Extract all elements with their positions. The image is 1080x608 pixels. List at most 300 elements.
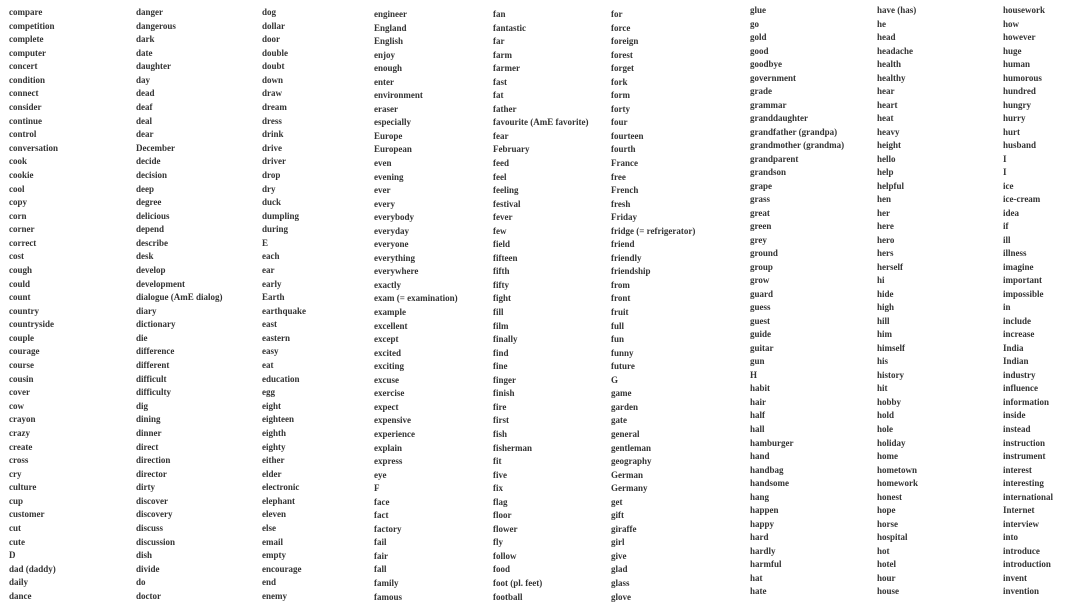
vocabulary-word: discovery bbox=[136, 509, 173, 520]
vocabulary-word: hi bbox=[877, 275, 885, 286]
vocabulary-word: hers bbox=[877, 248, 894, 259]
vocabulary-word: Indian bbox=[1003, 356, 1029, 367]
vocabulary-word: explain bbox=[374, 442, 403, 453]
vocabulary-word: heat bbox=[877, 113, 894, 124]
vocabulary-word: grammar bbox=[750, 99, 787, 110]
vocabulary-word: interview bbox=[1003, 518, 1039, 529]
vocabulary-word: hold bbox=[877, 410, 895, 421]
vocabulary-word: gun bbox=[750, 356, 765, 367]
vocabulary-word: condition bbox=[9, 74, 46, 85]
vocabulary-word: cross bbox=[9, 455, 29, 466]
vocabulary-word: few bbox=[493, 225, 507, 236]
vocabulary-word: discuss bbox=[136, 522, 164, 533]
vocabulary-word: garden bbox=[611, 401, 638, 412]
vocabulary-word: gift bbox=[611, 510, 624, 521]
vocabulary-word: describe bbox=[136, 237, 168, 248]
vocabulary-word: high bbox=[877, 302, 895, 313]
vocabulary-word: fruit bbox=[611, 307, 629, 318]
vocabulary-word: eighth bbox=[262, 427, 287, 438]
vocabulary-word: invention bbox=[1003, 586, 1040, 597]
vocabulary-word: great bbox=[750, 207, 770, 218]
vocabulary-word: compare bbox=[9, 7, 43, 17]
vocabulary-word: drop bbox=[262, 169, 281, 180]
vocabulary-word: dress bbox=[262, 115, 282, 126]
vocabulary-word: computer bbox=[9, 47, 46, 58]
vocabulary-word: hat bbox=[750, 572, 763, 583]
vocabulary-word: feed bbox=[493, 158, 509, 169]
vocabulary-word: development bbox=[136, 278, 185, 289]
vocabulary-word: hello bbox=[877, 153, 896, 164]
vocabulary-word: hate bbox=[750, 586, 767, 597]
vocabulary-word: everyday bbox=[374, 225, 409, 236]
vocabulary-word: funny bbox=[611, 347, 634, 358]
vocabulary-word: famous bbox=[374, 591, 403, 602]
vocabulary-word: home bbox=[877, 451, 898, 462]
vocabulary-word: dialogue (AmE dialog) bbox=[136, 292, 223, 303]
vocabulary-word: game bbox=[611, 388, 632, 399]
vocabulary-word: fresh bbox=[611, 198, 631, 209]
vocabulary-word: cover bbox=[9, 387, 30, 398]
vocabulary-word: every bbox=[374, 198, 395, 209]
vocabulary-word: express bbox=[374, 456, 403, 467]
vocabulary-word: eighty bbox=[262, 441, 286, 452]
vocabulary-word: grandfather (grandpa) bbox=[750, 126, 838, 137]
vocabulary-word: dear bbox=[136, 129, 154, 140]
vocabulary-word: fill bbox=[493, 307, 504, 318]
vocabulary-word: driver bbox=[262, 156, 286, 167]
vocabulary-word: finish bbox=[493, 388, 515, 399]
vocabulary-word: count bbox=[9, 292, 31, 303]
vocabulary-word: E bbox=[262, 237, 269, 248]
vocabulary-word: fear bbox=[493, 130, 509, 141]
vocabulary-word: course bbox=[9, 360, 34, 371]
vocabulary-word: geography bbox=[611, 456, 652, 467]
vocabulary-word: electronic bbox=[262, 482, 300, 493]
vocabulary-word: government bbox=[750, 72, 796, 83]
vocabulary-word: each bbox=[262, 251, 280, 262]
vocabulary-word: fridge (= refrigerator) bbox=[611, 225, 696, 236]
vocabulary-word: honest bbox=[877, 491, 903, 502]
vocabulary-word: concert bbox=[9, 61, 38, 72]
vocabulary-word: happen bbox=[750, 505, 779, 516]
vocabulary-word: five bbox=[493, 469, 507, 480]
vocabulary-word: fair bbox=[374, 550, 388, 561]
vocabulary-word: eleven bbox=[262, 509, 286, 520]
vocabulary-word: hall bbox=[750, 423, 765, 434]
vocabulary-word: goodbye bbox=[750, 59, 783, 70]
vocabulary-word: danger bbox=[136, 7, 163, 17]
vocabulary-word: favourite (AmE favorite) bbox=[493, 117, 589, 128]
vocabulary-word: German bbox=[611, 469, 643, 480]
vocabulary-word: cute bbox=[9, 536, 25, 547]
vocabulary-word: him bbox=[877, 329, 893, 340]
vocabulary-word: courage bbox=[9, 346, 40, 357]
vocabulary-word: D bbox=[9, 550, 16, 561]
vocabulary-word: fifty bbox=[493, 279, 509, 290]
vocabulary-word: fork bbox=[611, 76, 628, 87]
vocabulary-word: how bbox=[1003, 18, 1020, 29]
vocabulary-word: hang bbox=[750, 491, 770, 502]
vocabulary-word: cup bbox=[9, 495, 24, 506]
vocabulary-word: fall bbox=[374, 564, 387, 575]
vocabulary-word: dumpling bbox=[262, 210, 300, 221]
vocabulary-word: finally bbox=[493, 334, 518, 345]
vocabulary-word: difficulty bbox=[136, 387, 171, 398]
vocabulary-word: grey bbox=[750, 234, 767, 245]
vocabulary-word: huge bbox=[1003, 45, 1022, 56]
vocabulary-word: fourth bbox=[611, 144, 636, 155]
vocabulary-word: fantastic bbox=[493, 22, 526, 33]
vocabulary-word: couple bbox=[9, 332, 35, 343]
vocabulary-word: everybody bbox=[374, 212, 414, 223]
vocabulary-word: fight bbox=[493, 293, 511, 304]
vocabulary-word: hotel bbox=[877, 559, 896, 570]
vocabulary-word: drink bbox=[262, 129, 284, 140]
vocabulary-word: deep bbox=[136, 183, 154, 194]
vocabulary-word: excited bbox=[374, 347, 401, 358]
vocabulary-word: dirty bbox=[136, 482, 155, 493]
vocabulary-word: instruction bbox=[1003, 437, 1046, 448]
vocabulary-word: dish bbox=[136, 550, 153, 561]
vocabulary-word: die bbox=[136, 332, 148, 343]
vocabulary-word: ground bbox=[750, 248, 778, 259]
vocabulary-word: hospital bbox=[877, 532, 908, 543]
word-column-4 bbox=[374, 8, 458, 604]
vocabulary-word: grade bbox=[750, 86, 772, 97]
vocabulary-word: ear bbox=[262, 264, 275, 275]
vocabulary-word: hit bbox=[877, 383, 888, 394]
vocabulary-word: include bbox=[1003, 315, 1032, 326]
vocabulary-word: hill bbox=[877, 315, 890, 326]
vocabulary-word: guess bbox=[750, 302, 771, 313]
vocabulary-word: cousin bbox=[9, 373, 34, 384]
vocabulary-word: expensive bbox=[374, 415, 411, 426]
vocabulary-word: fisherman bbox=[493, 442, 532, 453]
vocabulary-word: housework bbox=[1003, 5, 1046, 15]
vocabulary-word: hour bbox=[877, 572, 896, 583]
vocabulary-word: herself bbox=[877, 261, 903, 272]
vocabulary-word: F bbox=[374, 483, 380, 494]
vocabulary-word: fever bbox=[493, 212, 513, 223]
vocabulary-word: environment bbox=[374, 90, 423, 101]
vocabulary-word: doubt bbox=[262, 61, 285, 72]
vocabulary-word: Europe bbox=[374, 130, 403, 141]
vocabulary-word: date bbox=[136, 47, 153, 58]
vocabulary-word: evening bbox=[374, 171, 404, 182]
vocabulary-word: form bbox=[611, 90, 630, 101]
vocabulary-word: dinner bbox=[136, 427, 162, 438]
vocabulary-word: grass bbox=[750, 194, 770, 205]
vocabulary-word: healthy bbox=[877, 72, 906, 83]
vocabulary-word: inside bbox=[1003, 410, 1026, 421]
vocabulary-word: homework bbox=[877, 478, 918, 489]
vocabulary-word: himself bbox=[877, 342, 905, 353]
vocabulary-word: forty bbox=[611, 103, 630, 114]
vocabulary-word: daughter bbox=[136, 61, 172, 72]
vocabulary-word: direct bbox=[136, 441, 159, 452]
vocabulary-word: farmer bbox=[493, 63, 520, 74]
vocabulary-word: fly bbox=[493, 537, 503, 548]
vocabulary-word: handsome bbox=[750, 478, 790, 489]
vocabulary-word: hear bbox=[877, 86, 895, 97]
vocabulary-word: fan bbox=[493, 9, 506, 19]
vocabulary-word: eye bbox=[374, 469, 387, 480]
vocabulary-word: food bbox=[493, 564, 511, 575]
vocabulary-word: from bbox=[611, 279, 630, 290]
vocabulary-word: cost bbox=[9, 251, 24, 262]
vocabulary-word: fat bbox=[493, 90, 504, 101]
vocabulary-word: illness bbox=[1003, 248, 1027, 259]
vocabulary-word: holiday bbox=[877, 437, 906, 448]
vocabulary-word: down bbox=[262, 74, 284, 85]
vocabulary-word: guest bbox=[750, 315, 770, 326]
vocabulary-word: exam (= examination) bbox=[374, 293, 458, 304]
vocabulary-word: French bbox=[611, 185, 639, 196]
vocabulary-word: glass bbox=[611, 577, 630, 588]
vocabulary-word: elephant bbox=[262, 495, 296, 506]
vocabulary-word: hair bbox=[750, 396, 767, 407]
vocabulary-word: introduce bbox=[1003, 545, 1040, 556]
vocabulary-word: ever bbox=[374, 185, 391, 196]
vocabulary-word: cool bbox=[9, 183, 25, 194]
word-column-9 bbox=[1003, 4, 1053, 599]
vocabulary-word: human bbox=[1003, 59, 1031, 70]
vocabulary-word: instrument bbox=[1003, 451, 1046, 462]
vocabulary-word: glue bbox=[750, 5, 767, 15]
vocabulary-word: festival bbox=[493, 198, 521, 209]
vocabulary-word: forest bbox=[611, 49, 633, 60]
vocabulary-word: heavy bbox=[877, 126, 900, 137]
vocabulary-word: friendship bbox=[611, 266, 651, 277]
vocabulary-word: fire bbox=[493, 401, 507, 412]
vocabulary-word: competition bbox=[9, 20, 55, 31]
vocabulary-word: conversation bbox=[9, 142, 58, 153]
vocabulary-word: international bbox=[1003, 491, 1054, 502]
vocabulary-word: gate bbox=[611, 415, 627, 426]
vocabulary-word: dry bbox=[262, 183, 276, 194]
vocabulary-word: cough bbox=[9, 264, 33, 275]
vocabulary-word: dance bbox=[9, 590, 32, 601]
vocabulary-word: family bbox=[374, 577, 399, 588]
vocabulary-word: hope bbox=[877, 505, 896, 516]
vocabulary-word: double bbox=[262, 47, 289, 58]
vocabulary-word: give bbox=[611, 550, 627, 561]
vocabulary-word: humorous bbox=[1003, 72, 1042, 83]
vocabulary-word: guard bbox=[750, 288, 774, 299]
word-column-3 bbox=[262, 6, 306, 603]
vocabulary-word: find bbox=[493, 347, 509, 358]
vocabulary-word: grandmother (grandma) bbox=[750, 140, 845, 151]
vocabulary-word: exercise bbox=[374, 388, 405, 399]
vocabulary-word: I bbox=[1003, 167, 1007, 178]
vocabulary-word: industry bbox=[1003, 369, 1036, 380]
vocabulary-word: friendly bbox=[611, 252, 642, 263]
vocabulary-word: farm bbox=[493, 49, 512, 60]
vocabulary-word: dead bbox=[136, 88, 155, 99]
vocabulary-word: else bbox=[262, 522, 276, 533]
vocabulary-word: divide bbox=[136, 563, 160, 574]
vocabulary-word: cry bbox=[9, 468, 22, 479]
vocabulary-word: history bbox=[877, 369, 904, 380]
vocabulary-word: director bbox=[136, 468, 167, 479]
vocabulary-word: glad bbox=[611, 564, 628, 575]
vocabulary-word: handbag bbox=[750, 464, 784, 475]
vocabulary-word: email bbox=[262, 536, 283, 547]
vocabulary-word: fourteen bbox=[611, 130, 644, 141]
vocabulary-word: end bbox=[262, 577, 277, 588]
vocabulary-word: culture bbox=[9, 482, 37, 493]
vocabulary-word: gentleman bbox=[611, 442, 651, 453]
vocabulary-word: dream bbox=[262, 102, 287, 113]
vocabulary-word: early bbox=[262, 278, 282, 289]
vocabulary-word: dig bbox=[136, 400, 149, 411]
vocabulary-word: degree bbox=[136, 197, 162, 208]
vocabulary-word: cow bbox=[9, 400, 24, 411]
vocabulary-word: forget bbox=[611, 63, 634, 74]
vocabulary-word: daily bbox=[9, 577, 29, 588]
vocabulary-word: empty bbox=[262, 550, 286, 561]
vocabulary-word: health bbox=[877, 59, 902, 70]
vocabulary-word: egg bbox=[262, 387, 275, 398]
vocabulary-word: fifth bbox=[493, 266, 510, 277]
vocabulary-word: first bbox=[493, 415, 509, 426]
vocabulary-word: eight bbox=[262, 400, 281, 411]
vocabulary-word: dining bbox=[136, 414, 161, 425]
vocabulary-word: deal bbox=[136, 115, 153, 126]
word-column-5 bbox=[493, 8, 588, 604]
vocabulary-word: excuse bbox=[374, 374, 399, 385]
vocabulary-word: have (has) bbox=[877, 5, 917, 15]
vocabulary-word: discussion bbox=[136, 536, 176, 547]
vocabulary-word: girl bbox=[611, 537, 625, 548]
vocabulary-word: corner bbox=[9, 224, 35, 235]
vocabulary-word: glove bbox=[611, 591, 631, 602]
vocabulary-word: hand bbox=[750, 451, 770, 462]
vocabulary-word: eighteen bbox=[262, 414, 294, 425]
vocabulary-word: customer bbox=[9, 509, 45, 520]
vocabulary-word: hungry bbox=[1003, 99, 1032, 110]
vocabulary-word: engineer bbox=[374, 9, 407, 19]
vocabulary-word: fit bbox=[493, 456, 502, 467]
vocabulary-word: develop bbox=[136, 264, 166, 275]
vocabulary-word: country bbox=[9, 305, 39, 316]
vocabulary-word: helpful bbox=[877, 180, 905, 191]
vocabulary-word: either bbox=[262, 455, 285, 466]
vocabulary-word: except bbox=[374, 334, 399, 345]
vocabulary-word: drive bbox=[262, 142, 282, 153]
vocabulary-word: do bbox=[136, 577, 146, 588]
vocabulary-word: dictionary bbox=[136, 319, 176, 330]
vocabulary-word: ice bbox=[1003, 180, 1014, 191]
vocabulary-word: grandson bbox=[750, 167, 787, 178]
vocabulary-word: everyone bbox=[374, 239, 409, 250]
vocabulary-word: discover bbox=[136, 495, 168, 506]
vocabulary-word: grow bbox=[750, 275, 770, 286]
vocabulary-word: horse bbox=[877, 518, 898, 529]
vocabulary-word: difference bbox=[136, 346, 175, 357]
vocabulary-word: fail bbox=[374, 537, 387, 548]
vocabulary-word: habit bbox=[750, 383, 771, 394]
vocabulary-word: here bbox=[877, 221, 894, 232]
vocabulary-word: into bbox=[1003, 532, 1019, 543]
vocabulary-word: draw bbox=[262, 88, 282, 99]
vocabulary-word: giraffe bbox=[611, 523, 637, 534]
vocabulary-word: head bbox=[877, 32, 896, 43]
vocabulary-word: foot (pl. feet) bbox=[493, 577, 543, 588]
vocabulary-word: February bbox=[493, 144, 530, 155]
vocabulary-word: ice-cream bbox=[1003, 194, 1041, 205]
vocabulary-word: for bbox=[611, 9, 623, 19]
vocabulary-word: increase bbox=[1003, 329, 1035, 340]
vocabulary-word: he bbox=[877, 18, 886, 29]
vocabulary-word: hardly bbox=[750, 545, 776, 556]
vocabulary-word: consider bbox=[9, 102, 42, 113]
vocabulary-word: hide bbox=[877, 288, 894, 299]
vocabulary-word: four bbox=[611, 117, 628, 128]
vocabulary-word: idea bbox=[1003, 207, 1020, 218]
vocabulary-word: especially bbox=[374, 117, 411, 128]
vocabulary-word: fix bbox=[493, 483, 503, 494]
vocabulary-word: India bbox=[1003, 342, 1024, 353]
vocabulary-word: influence bbox=[1003, 383, 1038, 394]
vocabulary-word: important bbox=[1003, 275, 1042, 286]
vocabulary-word: eastern bbox=[262, 332, 290, 343]
vocabulary-word: guide bbox=[750, 329, 772, 340]
vocabulary-word: fish bbox=[493, 428, 508, 439]
vocabulary-word: desk bbox=[136, 251, 154, 262]
vocabulary-word: Germany bbox=[611, 483, 648, 494]
vocabulary-word: hurry bbox=[1003, 113, 1026, 124]
vocabulary-word: decision bbox=[136, 169, 168, 180]
vocabulary-word: future bbox=[611, 361, 635, 372]
vocabulary-word: invent bbox=[1003, 572, 1028, 583]
vocabulary-word: France bbox=[611, 158, 638, 169]
vocabulary-word: good bbox=[750, 45, 769, 56]
vocabulary-word: eat bbox=[262, 360, 274, 371]
vocabulary-word: foreign bbox=[611, 36, 639, 47]
vocabulary-word: elder bbox=[262, 468, 282, 479]
vocabulary-word: enough bbox=[374, 63, 403, 74]
vocabulary-word: countryside bbox=[9, 319, 54, 330]
vocabulary-word: corn bbox=[9, 210, 27, 221]
vocabulary-word: Earth bbox=[262, 292, 285, 303]
vocabulary-word: follow bbox=[493, 550, 517, 561]
vocabulary-word: however bbox=[1003, 32, 1036, 43]
vocabulary-word: hot bbox=[877, 545, 890, 556]
vocabulary-word: earthquake bbox=[262, 305, 307, 316]
vocabulary-word: hundred bbox=[1003, 86, 1036, 97]
vocabulary-word: get bbox=[611, 496, 623, 507]
vocabulary-word: his bbox=[877, 356, 889, 367]
vocabulary-word: connect bbox=[9, 88, 39, 99]
vocabulary-word: delicious bbox=[136, 210, 170, 221]
vocabulary-word: football bbox=[493, 591, 523, 602]
vocabulary-word: dark bbox=[136, 34, 155, 45]
vocabulary-word: imagine bbox=[1003, 261, 1034, 272]
vocabulary-word: hamburger bbox=[750, 437, 794, 448]
vocabulary-word: example bbox=[374, 307, 406, 318]
vocabulary-word: green bbox=[750, 221, 772, 232]
vocabulary-word: in bbox=[1003, 302, 1011, 313]
vocabulary-word: grape bbox=[750, 180, 772, 191]
vocabulary-word: exactly bbox=[374, 279, 401, 290]
vocabulary-word: excellent bbox=[374, 320, 408, 331]
vocabulary-word: experience bbox=[374, 428, 415, 439]
vocabulary-word: easy bbox=[262, 346, 279, 357]
vocabulary-word: instead bbox=[1003, 423, 1031, 434]
vocabulary-word: full bbox=[611, 320, 625, 331]
vocabulary-word: finger bbox=[493, 374, 516, 385]
